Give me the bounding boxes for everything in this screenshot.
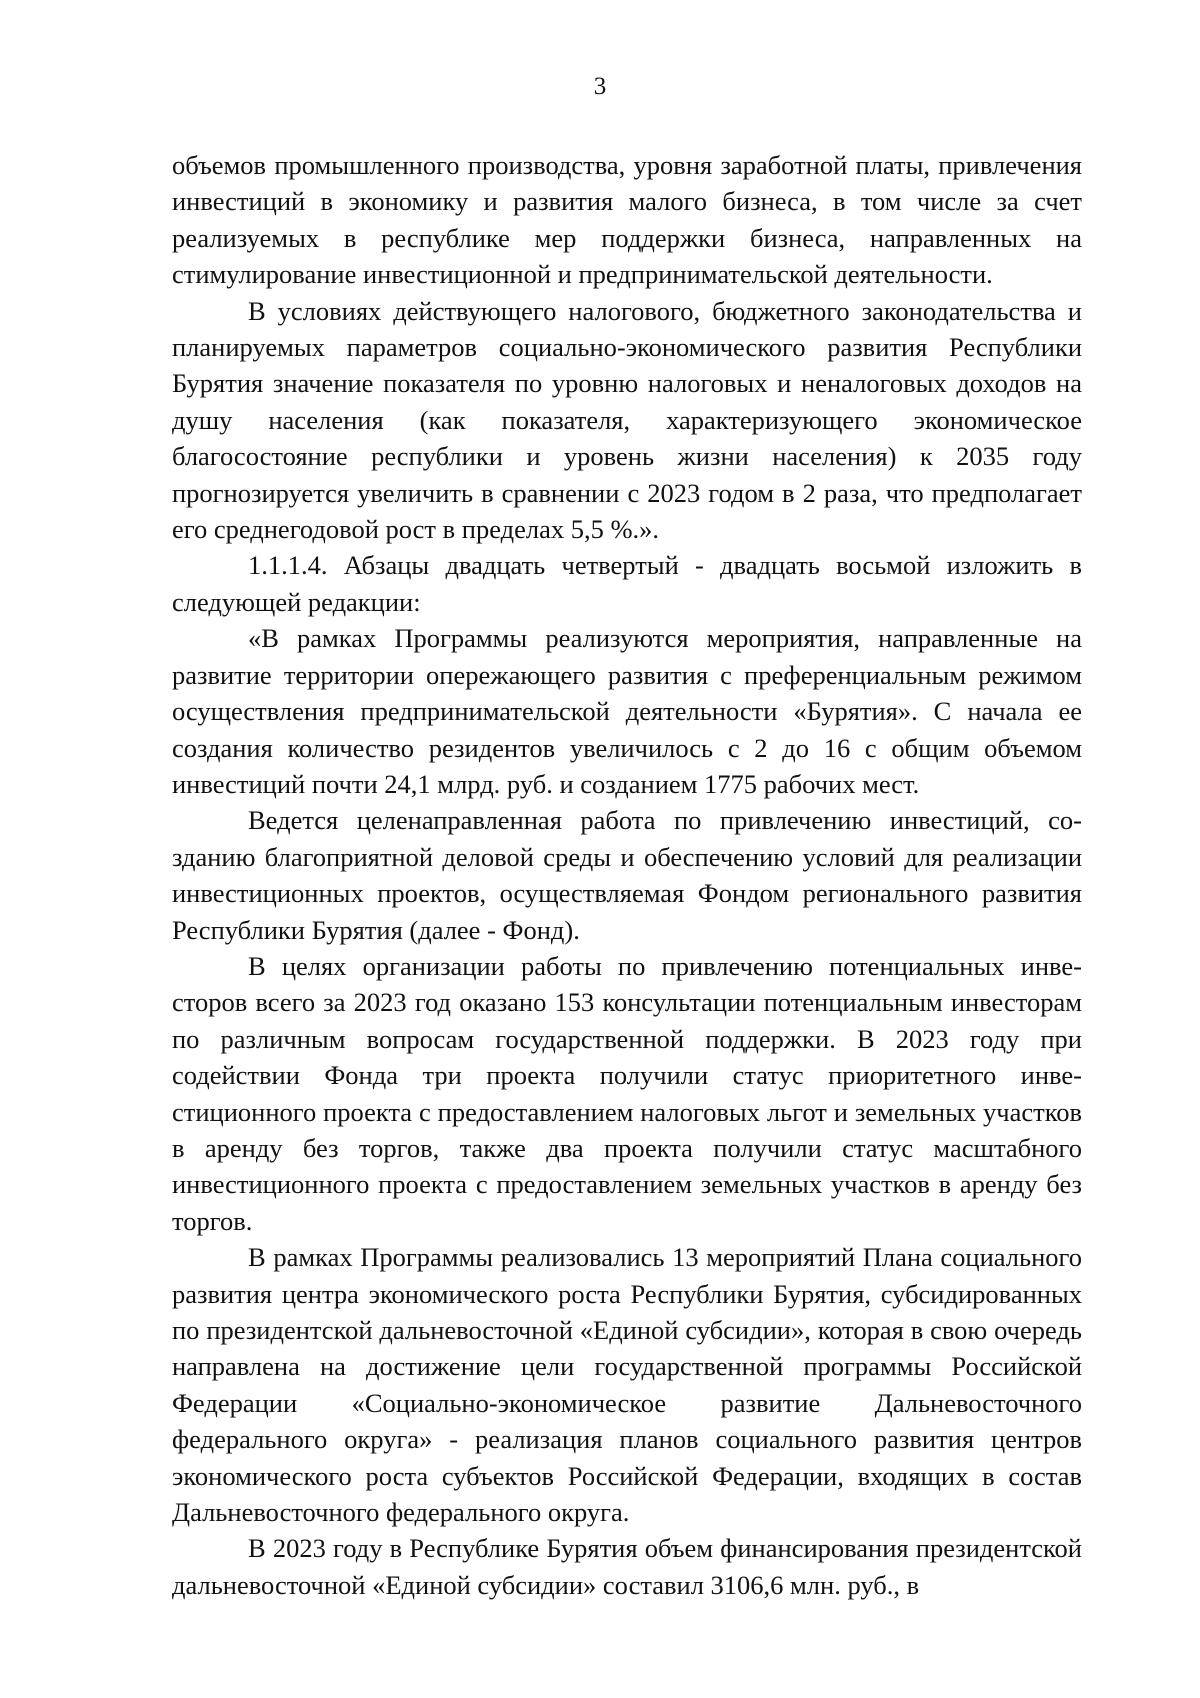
paragraph-tor-buryatia: «В рамках Программы реализуются мероприятия, направленные на развитие территории опережающего развития с преференциальным режимом осуществления предпринимательской деятельности «Бурятия». С начала ее создания количество резидентов увеличилось с 2 до 16 с общим объемом инвестиций почти 24,1 млрд. руб. и созданием 1775 рабочих мест. — [172, 623, 1082, 799]
paragraph-social-development-plan: В рамках Программы реализовались 13 мероприятий Плана социального развития центра экономического роста Республики Бурятия, субсидированных по президентской дальневосточной «Единой субсидии», которая в свою очередь направлена на достижение цели государственной программы Российской Федерации «Социально-экономическое развитие Дальневосточного федерального округа» - реализация планов социального развития центров экономического роста субъектов Российской Федерации, входящих в состав Дальневосточного федерального округа. — [172, 1242, 1082, 1528]
paragraph-investment-work: Ведется целенаправленная работа по привлечению инвестиций, созданию благоприятной деловой среды и обеспечению условий для реализации инвестиционных проектов, осуществляемая Фондом регионального развития Республики Бурятия (далее - Фонд). — [172, 805, 1082, 945]
paragraph-continuation: объемов промышленного производства, уровня заработной платы, привлечения инвестиций в экономику и развития малого бизнеса, в том числе за счет реализуемых в республике мер поддержки бизнеса, направленных на стимулирование инвестиционной и предпринимательской деятельности. — [172, 150, 1082, 290]
paragraph-investor-consultations: В целях организации работы по привлечению потенциальных инвесторов всего за 2023 год оказано 153 консультации потенциальным инвесторам по различным вопросам государственной поддержки. В 2023 году при содействии Фонда три проекта получили статус приоритетного инвестиционного проекта с предоставлением налоговых льгот и земельных участков в аренду без торгов, также два проекта получили статус масштабного инвестиционного проекта с предоставлением земельных участков в аренду без торгов. — [172, 950, 1082, 1236]
paragraph-unified-subsidy: В 2023 году в Республике Бурятия объем финансирования президентской дальневосточной «Единой субсидии» составил 3106,6 млн. руб., в — [172, 1533, 1082, 1600]
document-body — [172, 147, 1082, 1603]
page-number: 3 — [593, 73, 607, 100]
paragraph-tax-forecast: В условиях действующего налогового, бюджетного законодательства и планируемых параметров социально-экономического развития Республики Бурятия значение показателя по уровню налоговых и неналоговых доходов на душу населения (как показателя, характеризующего экономическое благосостояние республики и уровень жизни населения) к 2035 году прогнозируется увеличить в сравнении с 2023 годом в 2 раза, что предполагает его среднегодовой рост в пределах 5,5 %.». — [172, 295, 1082, 545]
paragraph-amendment-clause: 1.1.1.4. Абзацы двадцать четвертый - двадцать восьмой изложить в следующей редакции: — [172, 550, 1082, 617]
